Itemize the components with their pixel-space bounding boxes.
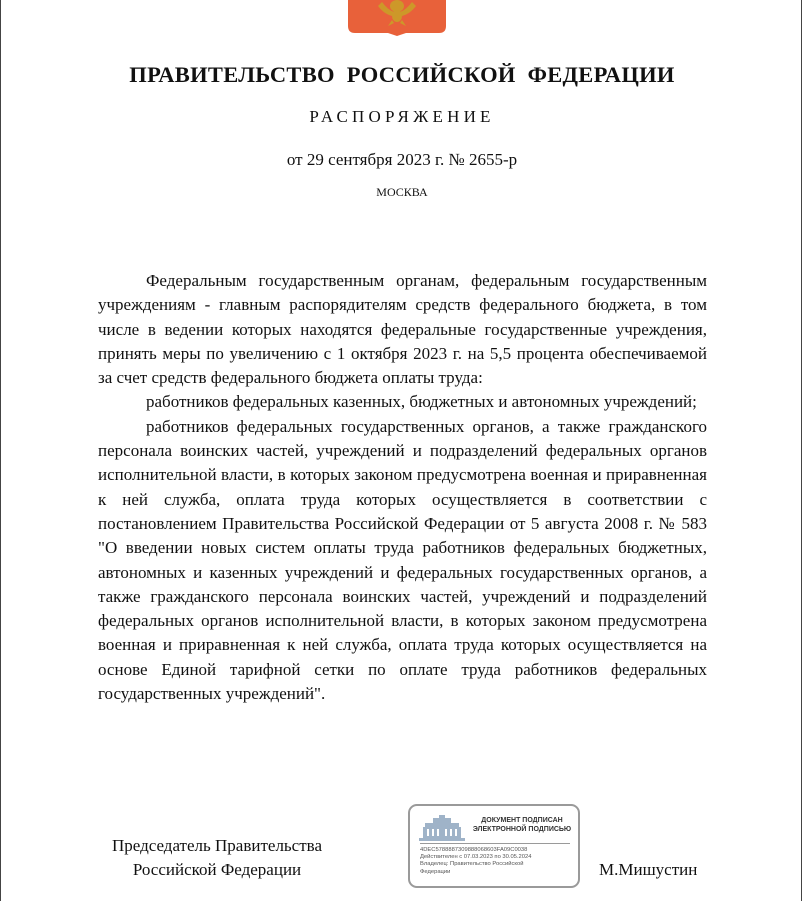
stamp-owner: Федерации — [420, 868, 451, 875]
signer-title — [97, 834, 337, 882]
stamp-heading-line: ЭЛЕКТРОННОЙ ПОДПИСЬЮ — [472, 826, 572, 833]
stamp-heading-line: ДОКУМЕНТ ПОДПИСАН — [481, 817, 563, 824]
body-paragraph: работников федеральных государственных органов, а также гражданского персонала воинских частей, учреждений и подразделений федеральных органов исполнительной власти, в которых законом предусмотрена военная и приравненная к ней служба, оплата труда которых осуществляется в соответствии с постановлением Правительства Российской Федерации от 5 августа 2008 г. № 583 "О введении новых систем оплаты труда работников федеральных бюджетных, автономных и казенных учреждений и федеральных государственных органов, а также гражданского персонала воинских частей, учреждений и подразделений федеральных органов исполнительной власти, в которых законом предусмотрена военная и приравненная к ней служба, оплата труда которых осуществляется на основе Единой тарифной сетки по оплате труда работников федеральных государственных учреждений". — [98, 416, 707, 704]
document-body — [98, 269, 707, 706]
stamp-serial: 4DEC5788887309888068603FA09C0038 — [420, 847, 528, 853]
stamp-details — [420, 847, 576, 876]
body-paragraph: работников федеральных казенных, бюджетных и автономных учреждений; — [146, 392, 697, 412]
body-paragraph: Федеральным государственным органам, федеральным государственным учреждениям - главным распорядителям средств федерального бюджета, в том числе в ведении которых находятся федеральные государственные учреждения, принять меры по увеличению с 1 октября 2023 г. на 5,5 процента обеспечиваемой за счет средств федерального бюджета оплаты труда: — [98, 271, 707, 388]
signer-name: М.Мишустин — [599, 860, 698, 879]
document-type: РАСПОРЯЖЕНИЕ — [309, 107, 495, 126]
stamp-divider — [420, 843, 570, 844]
signer-title-line: Российской Федерации — [132, 860, 302, 879]
government-title: ПРАВИТЕЛЬСТВО РОССИЙСКОЙ ФЕДЕРАЦИИ — [129, 62, 675, 87]
signer-title-line: Председатель Правительства — [111, 836, 323, 855]
government-house-icon — [419, 815, 465, 841]
electronic-signature-stamp — [408, 804, 580, 888]
document-city: МОСКВА — [376, 185, 428, 199]
stamp-owner: Владелец: Правительство Российской — [420, 861, 524, 868]
coat-of-arms-emblem-icon — [348, 0, 446, 36]
stamp-heading — [466, 816, 578, 834]
stamp-validity: Действителен с 07.03.2023 по 30.05.2024 — [420, 854, 532, 861]
document-date-number: от 29 сентября 2023 г. № 2655-р — [286, 150, 518, 169]
